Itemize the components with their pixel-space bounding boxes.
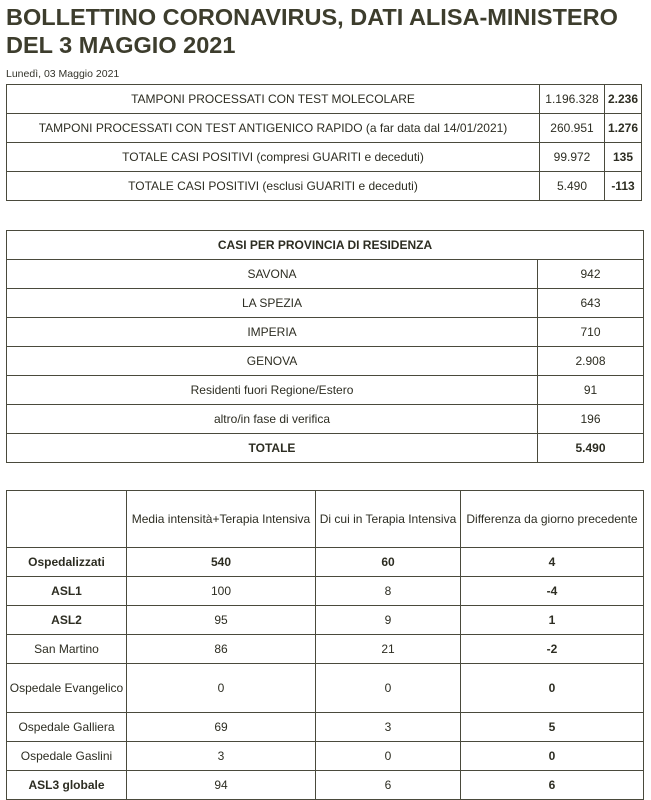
- hospital-name: Ospedalizzati: [7, 548, 127, 577]
- column-header-ti: Di cui in Terapia Intensiva: [316, 491, 461, 548]
- province-value: 2.908: [538, 347, 644, 376]
- province-table: [6, 230, 644, 463]
- hospital-ti: 3: [316, 713, 461, 742]
- table-row: [7, 664, 644, 713]
- province-name: Residenti fuori Regione/Estero: [7, 376, 538, 405]
- summary-delta: 135: [605, 143, 642, 172]
- table-row: [7, 577, 644, 606]
- hospital-media: 69: [127, 713, 316, 742]
- summary-table: [6, 84, 642, 201]
- hospital-name: Ospedale Evangelico: [7, 664, 127, 713]
- table-row: [7, 289, 644, 318]
- summary-total: 260.951: [540, 114, 605, 143]
- hospital-ti: 0: [316, 742, 461, 771]
- hospital-ti: 9: [316, 606, 461, 635]
- summary-row: [7, 85, 642, 114]
- province-name: GENOVA: [7, 347, 538, 376]
- province-value: 710: [538, 318, 644, 347]
- province-value: 91: [538, 376, 644, 405]
- summary-row: [7, 172, 642, 201]
- hospital-ti: 60: [316, 548, 461, 577]
- hospital-name: Ospedale Galliera: [7, 713, 127, 742]
- hospital-ti: 21: [316, 635, 461, 664]
- table-row: [7, 606, 644, 635]
- table-row: [7, 376, 644, 405]
- summary-total: 99.972: [540, 143, 605, 172]
- province-total-label: TOTALE: [7, 434, 538, 463]
- table-row: [7, 347, 644, 376]
- summary-label: TAMPONI PROCESSATI CON TEST ANTIGENICO RAPIDO (a far data dal 14/01/2021): [7, 114, 540, 143]
- hospital-diff: 0: [461, 742, 644, 771]
- summary-row: [7, 114, 642, 143]
- summary-delta: 1.276: [605, 114, 642, 143]
- province-name: altro/in fase di verifica: [7, 405, 538, 434]
- table-row: [7, 742, 644, 771]
- hospital-name: Ospedale Gaslini: [7, 742, 127, 771]
- province-value: 942: [538, 260, 644, 289]
- hospital-media: 100: [127, 577, 316, 606]
- hospital-name: ASL2: [7, 606, 127, 635]
- hospital-diff: -4: [461, 577, 644, 606]
- page-title: BOLLETTINO CORONAVIRUS, DATI ALISA-MINISTERO DEL 3 MAGGIO 2021: [6, 4, 618, 58]
- hospital-diff: 0: [461, 664, 644, 713]
- summary-row: [7, 143, 642, 172]
- summary-label: TOTALE CASI POSITIVI (compresi GUARITI e deceduti): [7, 143, 540, 172]
- hospital-ti: 6: [316, 771, 461, 800]
- hospital-diff: 6: [461, 771, 644, 800]
- column-header-blank: [7, 491, 127, 548]
- hospital-diff: 5: [461, 713, 644, 742]
- hospital-name: ASL1: [7, 577, 127, 606]
- hospital-media: 86: [127, 635, 316, 664]
- table-row: [7, 771, 644, 800]
- province-value: 196: [538, 405, 644, 434]
- summary-label: TOTALE CASI POSITIVI (esclusi GUARITI e deceduti): [7, 172, 540, 201]
- hospital-media: 3: [127, 742, 316, 771]
- hospital-diff: -2: [461, 635, 644, 664]
- hospital-media: 95: [127, 606, 316, 635]
- table-row: [7, 713, 644, 742]
- hospital-media: 540: [127, 548, 316, 577]
- province-name: LA SPEZIA: [7, 289, 538, 318]
- province-value: 643: [538, 289, 644, 318]
- column-header-media: Media intensità+Terapia Intensiva: [127, 491, 316, 548]
- hospital-diff: 1: [461, 606, 644, 635]
- province-table-heading: CASI PER PROVINCIA DI RESIDENZA: [7, 231, 644, 260]
- column-header-diff: Differenza da giorno precedente: [461, 491, 644, 548]
- hospital-name: ASL3 globale: [7, 771, 127, 800]
- hospital-ti: 0: [316, 664, 461, 713]
- summary-total: 5.490: [540, 172, 605, 201]
- table-row: [7, 405, 644, 434]
- hospital-media: 94: [127, 771, 316, 800]
- summary-delta: -113: [605, 172, 642, 201]
- hospital-table: [6, 490, 644, 800]
- hospital-name: San Martino: [7, 635, 127, 664]
- province-name: SAVONA: [7, 260, 538, 289]
- summary-total: 1.196.328: [540, 85, 605, 114]
- table-row: [7, 635, 644, 664]
- table-row: [7, 548, 644, 577]
- total-row: [7, 434, 644, 463]
- summary-delta: 2.236: [605, 85, 642, 114]
- province-name: IMPERIA: [7, 318, 538, 347]
- hospital-diff: 4: [461, 548, 644, 577]
- hospital-media: 0: [127, 664, 316, 713]
- table-header-row: [7, 491, 644, 548]
- publish-date: Lunedì, 03 Maggio 2021: [6, 68, 120, 80]
- summary-label: TAMPONI PROCESSATI CON TEST MOLECOLARE: [7, 85, 540, 114]
- table-row: [7, 318, 644, 347]
- province-total-value: 5.490: [538, 434, 644, 463]
- table-row: [7, 260, 644, 289]
- hospital-ti: 8: [316, 577, 461, 606]
